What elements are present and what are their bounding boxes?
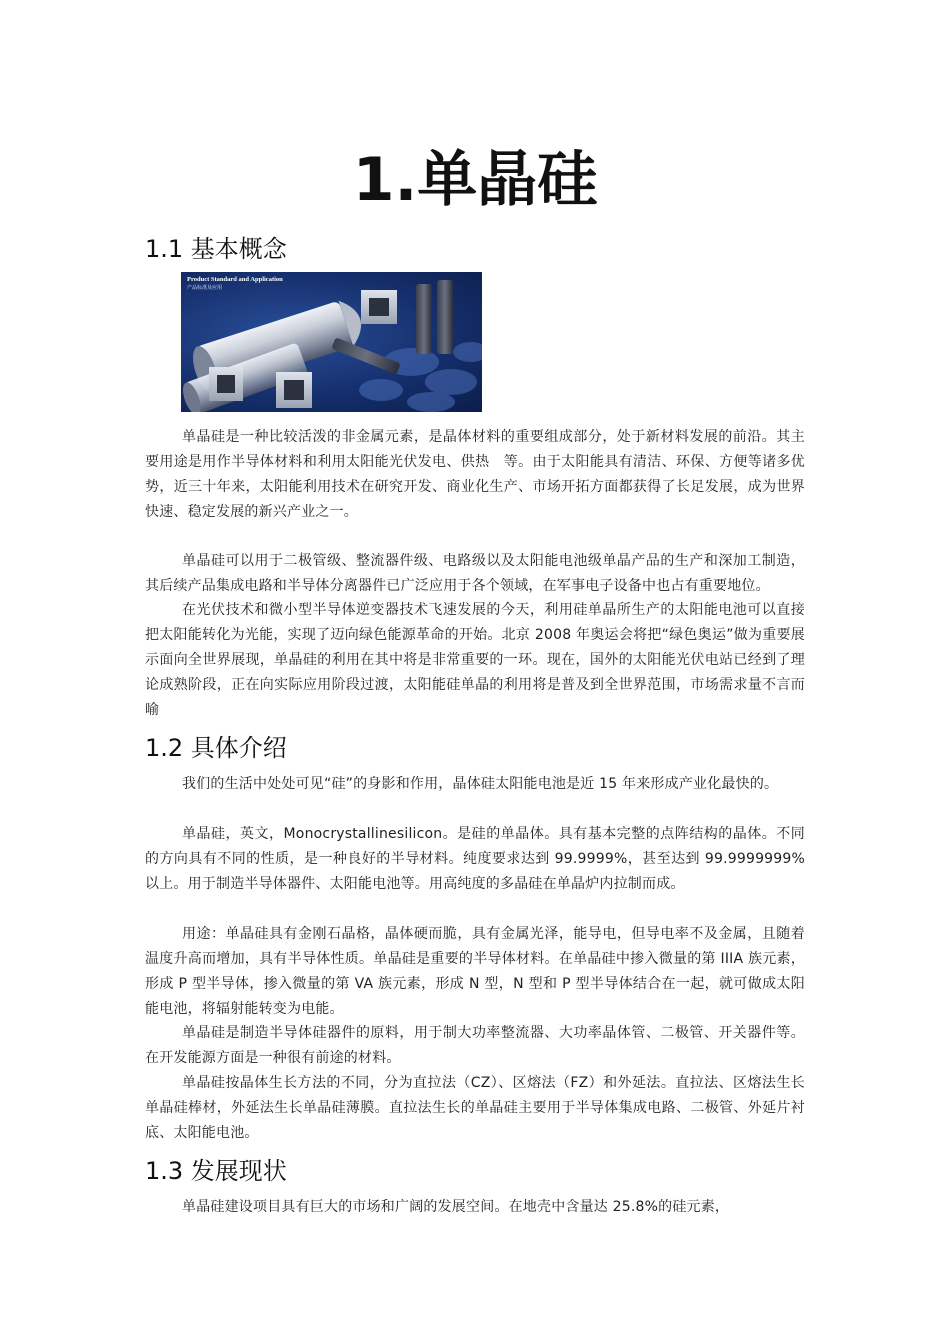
section-heading-introduction: 1.2 具体介绍	[145, 734, 287, 762]
paragraph: 单晶硅可以用于二极管级、整流器件级、电路级以及太阳能电池级单晶产品的生产和深加工制造，其后续产品集成电路和半导体分离器件已广泛应用于各个领域，在军事电子设备中也占有重要地位。	[145, 553, 805, 594]
figure-caption-cn: 产品标准及应用	[187, 285, 223, 291]
paragraph: 单晶硅建设项目具有巨大的市场和广阔的发展空间。在地壳中含量达 25.8%的硅元素，	[182, 1199, 730, 1215]
paragraph: 单晶硅，英文，Monocrystallinesilicon。是硅的单晶体。具有基本完整的点阵结构的晶体。不同的方向具有不同的性质，是一种良好的半导材料。纯度要求达到 99.9999%，甚至达到 99.9999999%以上。用于制造半导体器件、太阳能电池等。用高纯度的多晶硅在单晶炉内拉制而成。	[145, 826, 805, 892]
paragraph: 单晶硅是制造半导体硅器件的原料，用于制大功率整流器、大功率晶体管、二极管、开关器件等。在开发能源方面是一种很有前途的材料。	[145, 1025, 805, 1066]
paragraph: 在光伏技术和微小型半导体逆变器技术飞速发展的今天，利用硅单晶所生产的太阳能电池可以直接把太阳能转化为光能，实现了迈向绿色能源革命的开始。北京 2008 年奥运会将把“绿色奥运”做为重要展示面向全世界展现，单晶硅的利用在其中将是非常重要的一环。现在，国外的太阳能光伏电站已经到了理论成熟阶段，正在向实际应用阶段过渡，太阳能硅单晶的利用将是普及到全世界范围，市场需求量不言而喻	[145, 602, 805, 718]
paragraph: 用途：单晶硅具有金刚石晶格，晶体硬而脆，具有金属光泽，能导电，但导电率不及金属，且随着温度升高而增加，具有半导体性质。单晶硅是重要的半导体材料。在单晶硅中掺入微量的第 IIIA 族元素，形成 P 型半导体，掺入微量的第 VA 族元素，形成 N 型，N 型和 P 型半导体结合在一起，就可做成太阳能电池，将辐射能转变为电能。	[145, 926, 805, 1017]
paragraph: 单晶硅按晶体生长方法的不同，分为直拉法（CZ）、区熔法（FZ）和外延法。直拉法、区熔法生长单晶硅棒材，外延法生长单晶硅薄膜。直拉法生长的单晶硅主要用于半导体集成电路、二极管、外延片衬底、太阳能电池。	[145, 1075, 805, 1141]
paragraph: 单晶硅是一种比较活泼的非金属元素，是晶体材料的重要组成部分，处于新材料发展的前沿。其主要用途是用作半导体材料和利用太阳能光伏发电、供热 等。由于太阳能具有清洁、环保、方便等诸多优势，近三十年来，太阳能利用技术在研究开发、商业化生产、市场开拓方面都获得了长足发展，成为世界快速、稳定发展的新兴产业之一。	[145, 429, 805, 520]
section-heading-current-status: 1.3 发展现状	[145, 1157, 287, 1185]
silicon-product-image	[181, 272, 482, 412]
figure-caption-en: Product Standard and Application	[187, 276, 283, 283]
section-heading-basic-concept: 1.1 基本概念	[145, 235, 287, 263]
paragraph: 我们的生活中处处可见“硅”的身影和作用，晶体硅太阳能电池是近 15 年来形成产业化最快的。	[182, 776, 779, 792]
document-title: 1.单晶硅	[352, 145, 598, 215]
